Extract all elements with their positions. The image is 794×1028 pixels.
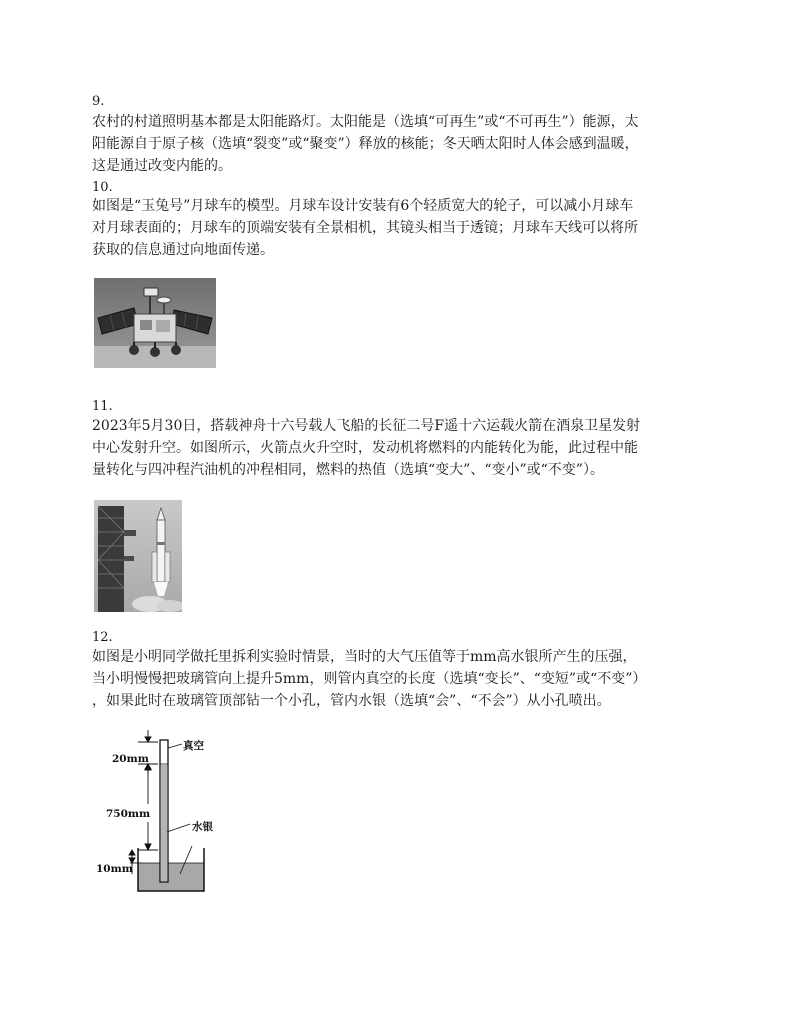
question-9-line-1: 农村的村道照明基本都是太阳能路灯。太阳能是（选填“可再生”或“不可再生”）能源，太: [92, 114, 639, 130]
question-12-line-3: ，如果此时在玻璃管顶部钻一个小孔，管内水银（选填“会”、“不会”）从小孔喷出。: [92, 693, 611, 709]
question-10-line-3: 获取的信息通过向地面传递。: [92, 242, 274, 258]
torricelli-diagram: [94, 722, 244, 897]
question-12-line-1: 如图是小明同学做托里拆利实验时情景，当时的大气压值等于mm高水银所产生的压强，: [92, 649, 637, 665]
question-11-text: [92, 415, 712, 481]
label-20mm: 20mm: [112, 753, 149, 765]
question-10-line-2: 对月球表面的；月球车的顶端安装有全景相机，其镜头相当于透镜；月球车天线可以将所: [92, 220, 638, 236]
label-10mm: 10mm: [96, 863, 133, 875]
label-750mm: 750mm: [106, 808, 151, 820]
question-12-line-2: 当小明慢慢把玻璃管向上提升5mm，则管内真空的长度（选填“变长”、“变短”或“不变”）: [92, 671, 647, 687]
question-11-line-3: 量转化与四冲程汽油机的冲程相同，燃料的热值（选填“变大”、“变小”或“不变”）。: [92, 462, 604, 478]
question-11-line-1: 2023年5月30日，搭载神舟十六号载人飞船的长征二号F遥十六运载火箭在酒泉卫星发射: [92, 418, 641, 434]
lunar-rover-photo: [94, 278, 216, 368]
question-11-line-2: 中心发射升空。如图所示，火箭点火升空时，发动机将燃料的内能转化为能，此过程中能: [92, 440, 638, 456]
question-12-number: 12.: [92, 630, 113, 645]
rocket-launch-photo: [94, 500, 182, 612]
question-9-text: [92, 111, 712, 177]
question-9-line-3: 这是通过改变内能的。: [92, 158, 232, 174]
question-11-number: 11.: [92, 399, 113, 414]
question-10-line-1: 如图是“玉兔号”月球车的模型。月球车设计安装有6个轻质宽大的轮子，可以减小月球车: [92, 198, 634, 214]
label-vacuum: 真空: [183, 740, 204, 752]
question-9-line-2: 阳能源自于原子核（选填“裂变”或“聚变”）释放的核能；冬天晒太阳时人体会感到温暖，: [92, 136, 639, 152]
question-10-number: 10.: [92, 180, 113, 195]
question-12-text: [92, 646, 712, 712]
question-9-number: 9.: [92, 94, 105, 109]
label-mercury: 水银: [192, 821, 213, 833]
question-10-text: [92, 195, 712, 261]
